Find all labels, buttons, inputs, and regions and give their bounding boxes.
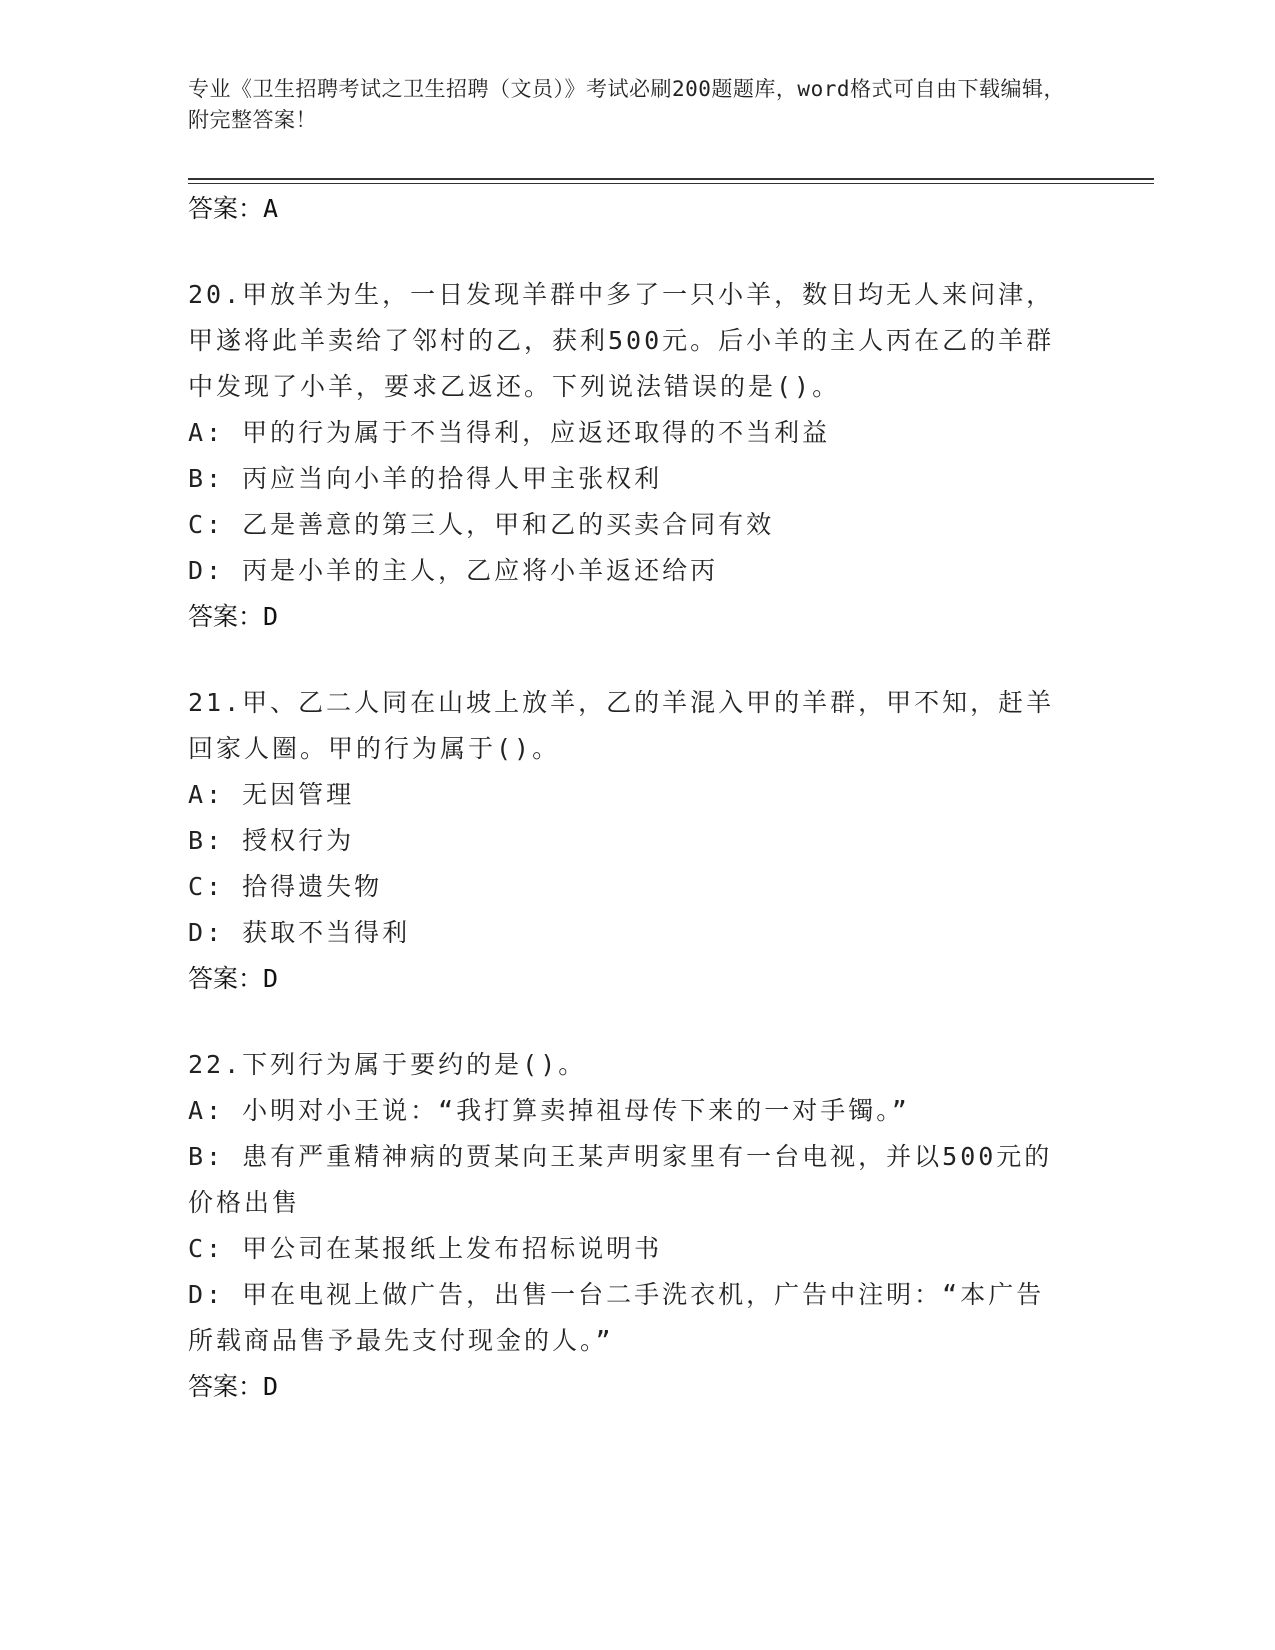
question-block [188, 272, 1088, 640]
header-divider-thick [188, 178, 1154, 180]
answer-line [188, 186, 1088, 232]
question-block [188, 680, 1088, 1002]
option-d: D: 获取不当得利 [188, 918, 411, 947]
answer-label: 答案： [188, 602, 264, 631]
answer-line [188, 1364, 1088, 1410]
answer-value: D [263, 1372, 279, 1401]
option-c: C: 甲公司在某报纸上发布招标说明书 [188, 1234, 663, 1263]
option-b: B: 患有严重精神病的贾某向王某声明家里有一台电视，并以500元的价格出售 [188, 1142, 1053, 1217]
option-c: C: 乙是善意的第三人，甲和乙的买卖合同有效 [188, 510, 775, 539]
answer-label: 答案： [188, 1372, 264, 1401]
option-a: A: 甲的行为属于不当得利，应返还取得的不当利益 [188, 418, 831, 447]
option-b: B: 授权行为 [188, 826, 355, 855]
answer-value: D [263, 602, 279, 631]
answer-line [188, 594, 1088, 640]
spacer [188, 232, 1088, 272]
option-c: C: 拾得遗失物 [188, 872, 383, 901]
question-text: 22.下列行为属于要约的是()。 [188, 1050, 587, 1079]
answer-label: 答案： [188, 964, 264, 993]
answer-value: D [263, 964, 279, 993]
answer-label: 答案： [188, 194, 264, 223]
option-d: D: 丙是小羊的主人，乙应将小羊返还给丙 [188, 556, 719, 585]
header-divider-thin [188, 183, 1154, 184]
answer-line [188, 956, 1088, 1002]
option-a: A: 小明对小王说：“我打算卖掉祖母传下来的一对手镯。” [188, 1096, 910, 1125]
option-a: A: 无因管理 [188, 780, 355, 809]
page-header: 专业《卫生招聘考试之卫生招聘（文员）》考试必刷200题题库，word格式可自由下载编辑，附完整答案！ [188, 77, 1065, 132]
question-block [188, 1042, 1088, 1410]
option-d: D: 甲在电视上做广告，出售一台二手洗衣机，广告中注明：“本广告所载商品售予最先支付现金的人。” [188, 1280, 1045, 1355]
spacer [188, 640, 1088, 680]
spacer [188, 1002, 1088, 1042]
question-list [188, 186, 1088, 1410]
question-text: 21.甲、乙二人同在山坡上放羊，乙的羊混入甲的羊群，甲不知，赶羊回家人圈。甲的行为属于()。 [188, 688, 1055, 763]
option-b: B: 丙应当向小羊的拾得人甲主张权利 [188, 464, 663, 493]
question-text: 20.甲放羊为生，一日发现羊群中多了一只小羊，数日均无人来问津，甲遂将此羊卖给了邻村的乙，获利500元。后小羊的主人丙在乙的羊群中发现了小羊，要求乙返还。下列说法错误的是()。 [188, 280, 1055, 401]
answer-value: A [263, 194, 279, 223]
